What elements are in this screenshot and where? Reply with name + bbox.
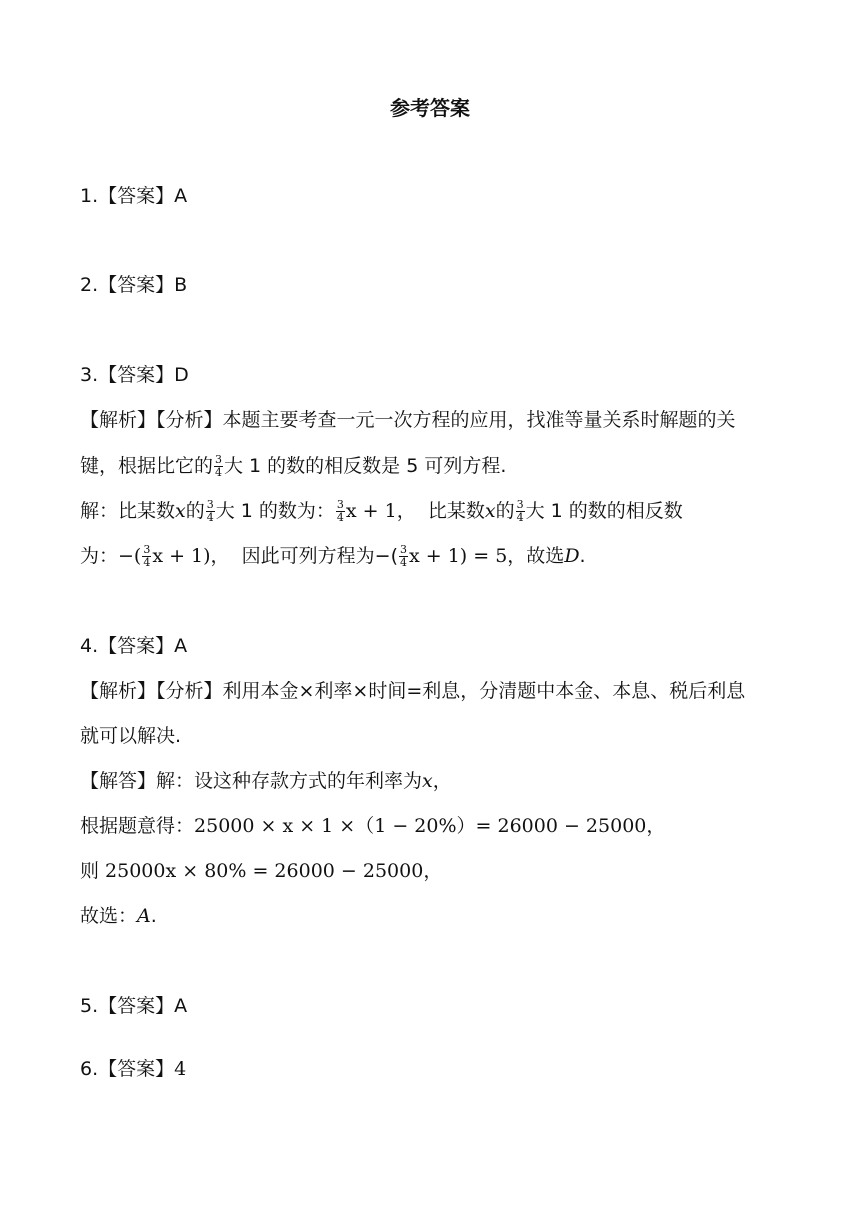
q3-analysis-line-2	[80, 452, 506, 480]
fraction-three-quarters	[214, 454, 223, 479]
fraction-three-quarters	[399, 544, 408, 569]
analysis-text: 本题主要考查一元一次方程的应用，找准等量关系时解题的关	[222, 409, 736, 431]
math-variable: A	[137, 905, 151, 927]
fraction-denominator: 4	[400, 556, 407, 569]
answer-section-tag: 【解答】	[80, 770, 157, 792]
fraction-three-quarters	[336, 499, 345, 524]
q4-choice-line	[80, 902, 157, 930]
analysis-tag: 【解析】【分析】	[80, 409, 223, 431]
solution-text: 根据题意得：	[80, 815, 195, 837]
answer-tag: 【答案】	[98, 364, 175, 386]
q4-analysis-line-2	[80, 722, 181, 750]
solution-text: 解：比某数	[80, 500, 176, 522]
question-number: 4.	[80, 635, 99, 657]
answer-tag: 【答案】	[98, 635, 175, 657]
q4-analysis-line-1	[80, 677, 745, 705]
math-variable: x	[175, 500, 186, 522]
solution-text: .	[150, 905, 157, 927]
analysis-text: 利用本金×利率×时间=利息，分清题中本金、本息、税后利息	[222, 680, 746, 702]
answer-value: B	[174, 274, 188, 296]
answer-item-6	[80, 1055, 186, 1083]
answer-item-3	[80, 361, 189, 389]
q4-equation-line-1	[80, 812, 665, 840]
solution-text: 比某数	[427, 500, 485, 522]
q3-solution-line-2	[80, 542, 586, 570]
analysis-tag: 【解析】【分析】	[80, 680, 223, 702]
fraction-numerator: 3	[516, 498, 524, 511]
math-variable: x	[422, 770, 433, 792]
analysis-text: 键，根据比它的	[80, 455, 214, 477]
q4-equation-line-2	[80, 857, 442, 885]
math-variable: D	[564, 545, 580, 567]
question-number: 2.	[80, 274, 99, 296]
question-number: 5.	[80, 995, 99, 1017]
math-equation: 25000x × 80% = 26000 − 25000，	[105, 860, 443, 882]
math-equation: 25000 × x × 1 ×（1 − 20%）= 26000 − 25000，	[194, 815, 666, 837]
solution-text: 的	[185, 500, 205, 522]
analysis-text: 大 1 的数的相反数是 5 可列方程.	[224, 455, 507, 477]
solution-text: 解：设这种存款方式的年利率为	[156, 770, 423, 792]
math-expression: x + 1，	[345, 500, 416, 522]
q4-answer-line	[80, 767, 452, 795]
solution-text: .	[579, 545, 586, 567]
fraction-denominator: 4	[143, 556, 151, 569]
page-title: 参考答案	[390, 96, 470, 120]
math-expression: x + 1)，	[152, 545, 230, 567]
question-number: 6.	[80, 1058, 99, 1080]
solution-text: 大 1 的数为：	[215, 500, 335, 522]
fraction-denominator: 4	[206, 511, 214, 524]
solution-text: ，	[432, 770, 452, 792]
answer-value: A	[174, 635, 188, 657]
fraction-numerator: 3	[143, 543, 151, 556]
question-number: 1.	[80, 185, 99, 207]
answer-tag: 【答案】	[98, 1058, 175, 1080]
answer-value: D	[174, 364, 189, 386]
answer-tag: 【答案】	[98, 185, 175, 207]
solution-text: 的	[495, 500, 515, 522]
answer-item-1	[80, 182, 187, 210]
q3-analysis-line-1	[80, 406, 736, 434]
math-expression: 为：−(	[80, 545, 142, 567]
answer-item-2	[80, 271, 187, 299]
answer-tag: 【答案】	[98, 995, 175, 1017]
solution-text: 因此可列方程为−(	[241, 545, 398, 567]
answer-value: A	[174, 185, 188, 207]
math-variable: x	[484, 500, 496, 522]
fraction-denominator: 4	[336, 511, 344, 524]
fraction-three-quarters	[206, 499, 215, 524]
fraction-three-quarters	[516, 499, 525, 524]
math-expression: x + 1) = 5，故选	[409, 545, 565, 567]
answer-value: A	[174, 995, 188, 1017]
fraction-numerator: 3	[215, 453, 223, 466]
fraction-numerator: 3	[400, 543, 407, 556]
fraction-denominator: 4	[215, 466, 223, 479]
answer-item-4	[80, 632, 187, 660]
solution-text: 大 1 的数的相反数	[525, 500, 683, 522]
fraction-three-quarters	[142, 544, 151, 569]
answer-tag: 【答案】	[98, 274, 175, 296]
answer-item-5	[80, 992, 187, 1020]
solution-text: 则	[80, 860, 106, 882]
solution-text: 故选：	[80, 905, 138, 927]
fraction-numerator: 3	[336, 498, 344, 511]
analysis-text: 就可以解决.	[80, 725, 182, 747]
q3-solution-line-1	[80, 497, 683, 525]
answer-value: 4	[174, 1058, 187, 1080]
fraction-numerator: 3	[206, 498, 214, 511]
question-number: 3.	[80, 364, 99, 386]
fraction-denominator: 4	[516, 511, 524, 524]
